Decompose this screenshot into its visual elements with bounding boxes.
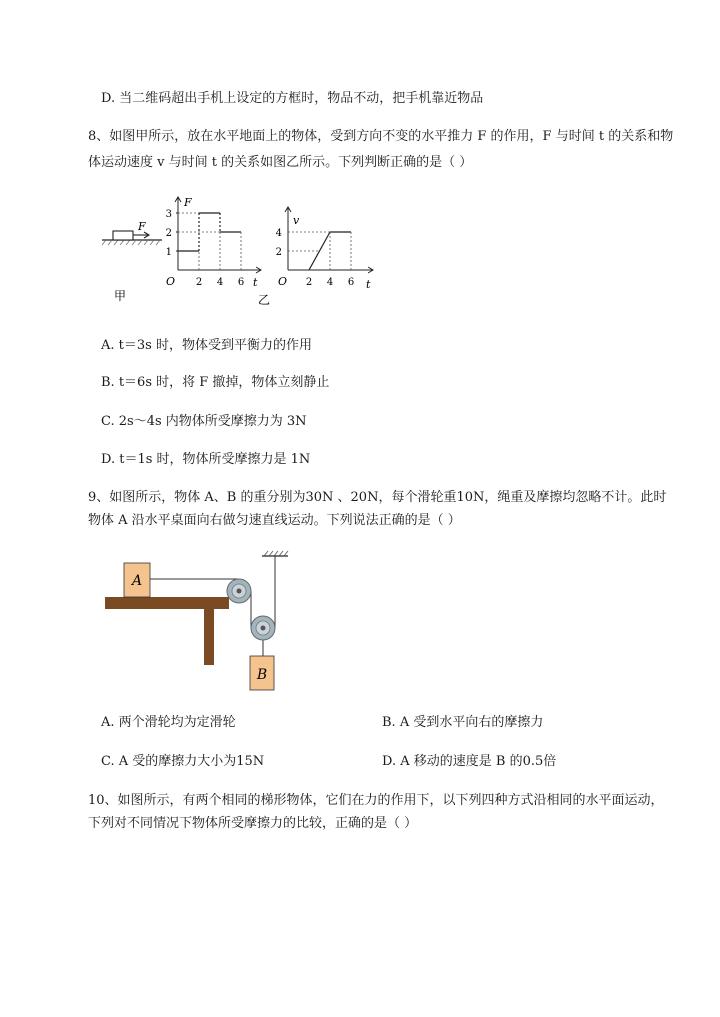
f-y-tick-label: 1	[165, 247, 172, 258]
block-on-ground	[113, 231, 133, 240]
q9-option-a: A. 两个滑轮均为定滑轮	[101, 715, 236, 730]
q8-option-c: C. 2s～4s 内物体所受摩擦力为 3N	[101, 414, 307, 429]
q9-option-c: C. A 受的摩擦力大小为15N	[101, 754, 265, 769]
block-a-label: A	[131, 573, 143, 589]
origin-label-v: O	[278, 275, 288, 288]
q8-figure	[100, 190, 390, 312]
q9-option-d: D. A 移动的速度是 B 的0.5倍	[382, 754, 557, 769]
f-t-graph	[166, 196, 261, 289]
q8-stem-line2: 体运动速度 v 与时间 t 的关系如图乙所示。下列判断正确的是（ ）	[88, 155, 473, 170]
v-x-tick-label: 4	[326, 277, 334, 288]
ceiling	[262, 551, 288, 556]
q7-option-d: D. 当二维码超出手机上设定的方框时，物品不动，把手机靠近物品	[101, 91, 484, 106]
t-axis-label-f: t	[253, 276, 258, 289]
label-yi: 乙	[258, 293, 271, 307]
block-b-label: B	[256, 667, 268, 683]
v-y-tick-label: 4	[275, 228, 282, 239]
v-y-tick-label: 2	[275, 247, 282, 258]
force-label: F	[138, 220, 146, 233]
origin-label-f: O	[166, 275, 176, 288]
q10-stem-line1: 10、如图所示，有两个相同的梯形物体，它们在力的作用下，以下列四种方式沿相同的水平面运动，	[88, 793, 664, 808]
q8-option-a: A. t＝3s 时，物体受到平衡力的作用	[101, 338, 312, 353]
q9-pulley-figure	[102, 548, 302, 698]
v-t-graph	[276, 207, 373, 291]
q9-stem-line1: 9、如图所示，物体 A、B 的重分别为30N 、20N，每个滑轮重10N，绳重及摩擦均忽略不计。此时	[88, 490, 667, 505]
q8-stem-line1: 8、如图甲所示，放在水平地面上的物体，受到方向不变的水平推力 F 的作用，F 与时间 t 的关系和物	[88, 129, 674, 144]
f-x-tick-label: 2	[195, 277, 203, 288]
v-x-tick-label: 6	[347, 277, 355, 288]
v-x-tick-label: 2	[305, 277, 313, 288]
movable-pulley	[251, 616, 275, 640]
f-x-tick-label: 4	[216, 277, 224, 288]
q9-stem-line2: 物体 A 沿水平桌面向右做匀速直线运动。下列说法正确的是（ ）	[88, 513, 461, 528]
f-axis-label: F	[184, 196, 192, 209]
q10-stem-line2: 下列对不同情况下物体所受摩擦力的比较，正确的是（ ）	[88, 816, 418, 831]
q8-option-d: D. t＝1s 时，物体所受摩擦力是 1N	[101, 452, 311, 467]
figure-jia	[102, 220, 162, 303]
f-y-tick-label: 2	[165, 228, 172, 239]
f-y-tick-label: 3	[165, 209, 172, 220]
q9-option-b: B. A 受到水平向右的摩擦力	[382, 715, 544, 730]
table-top	[105, 597, 229, 609]
table-leg	[204, 609, 214, 665]
label-jia: 甲	[114, 289, 127, 303]
t-axis-label-v: t	[366, 278, 371, 291]
f-x-tick-label: 6	[237, 277, 245, 288]
fixed-pulley	[227, 579, 251, 603]
v-axis-label: v	[293, 214, 300, 227]
q8-option-b: B. t＝6s 时，将 F 撤掉，物体立刻静止	[101, 375, 330, 390]
